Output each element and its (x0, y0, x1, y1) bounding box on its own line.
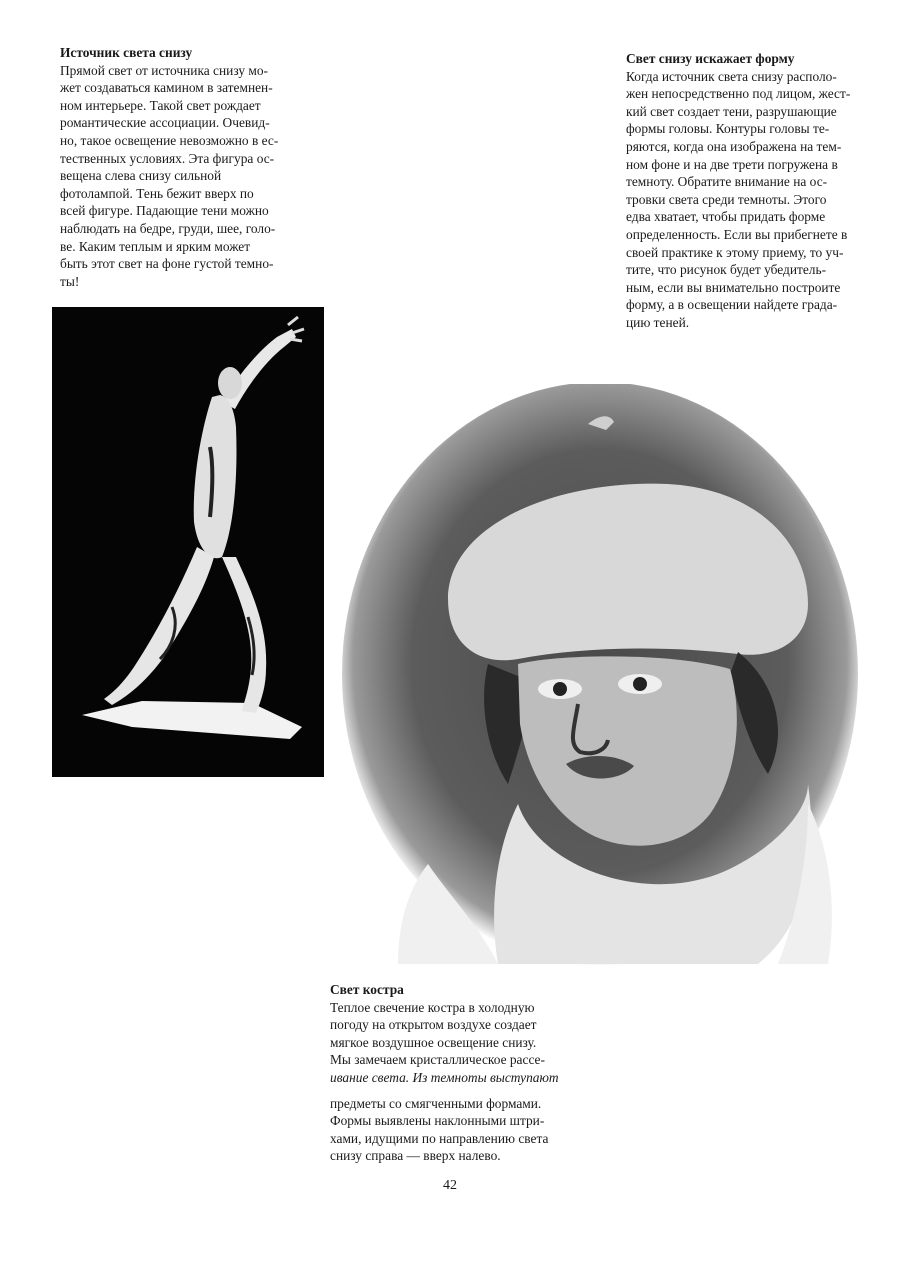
text-line: форму, а в освещении найдете града- (626, 297, 838, 313)
text-line: хами, идущими по направлению света (330, 1130, 549, 1146)
left-paragraph (60, 62, 320, 291)
text-line: темноту. Обратите внимание на ос- (626, 174, 828, 190)
right-heading: Свет снизу искажает форму (626, 51, 795, 66)
bottom-heading: Свет костра (330, 982, 404, 997)
text-line: быть этот свет на фоне густой темно- (60, 256, 274, 272)
text-line: тровки света среди темноты. Этого (626, 191, 827, 207)
page-number: 42 (443, 1178, 457, 1193)
figure-drawing (52, 307, 324, 777)
portrait-illustration (338, 384, 858, 974)
text-line: ты! (60, 273, 80, 289)
text-line: фотолампой. Тень бежит вверх по (60, 185, 254, 201)
text-line: едва хватает, чтобы придать форме (626, 209, 826, 225)
text-line: Теплое свечение костра в холодную (330, 999, 535, 1015)
text-line: снизу справа — вверх налево. (330, 1148, 501, 1164)
text-line: кий свет создает тени, разрушающие (626, 103, 837, 119)
portrait-drawing (338, 384, 858, 974)
text-line: Формы выявлены наклонными штри- (330, 1113, 545, 1129)
text-line: романтические ассоциации. Очевид- (60, 115, 270, 131)
text-line: ном фоне и на две трети погружена в (626, 156, 838, 172)
left-text-block (60, 44, 320, 290)
text-line: ивание света. Из темноты выступают (330, 1069, 559, 1085)
right-paragraph (626, 68, 886, 332)
text-line: ве. Каким теплым и ярким может (60, 238, 251, 254)
text-line: вещена слева снизу сильной (60, 168, 222, 184)
text-line: ном интерьере. Такой свет рождает (60, 97, 261, 113)
text-line: Прямой свет от источника снизу мо- (60, 62, 269, 78)
text-line: наблюдать на бедре, груди, шее, голо- (60, 220, 276, 236)
text-line: Когда источник света снизу располо- (626, 68, 837, 84)
bottom-text-block (330, 981, 610, 1165)
text-line: мягкое воздушное освещение снизу. (330, 1034, 537, 1050)
text-line: тите, что рисунок будет убедитель- (626, 262, 827, 278)
text-line: предметы со смягченными формами. (330, 1095, 542, 1111)
left-heading: Источник света снизу (60, 45, 193, 60)
text-line: тественных условиях. Эта фигура ос- (60, 150, 275, 166)
text-line: определенность. Если вы прибегнете в (626, 226, 848, 242)
text-line: формы головы. Контуры головы те- (626, 121, 830, 137)
text-line: жет создаваться камином в затемнен- (60, 80, 273, 96)
text-line: но, такое освещение невозможно в ес- (60, 132, 279, 148)
text-line: Мы замечаем кристаллическое рассе- (330, 1052, 545, 1068)
text-line: погоду на открытом воздухе создает (330, 1017, 537, 1033)
text-line: ным, если вы внимательно построите (626, 279, 841, 295)
text-line: всей фигуре. Падающие тени можно (60, 203, 269, 219)
text-line: жен непосредственно под лицом, жест- (626, 86, 851, 102)
bottom-paragraph (330, 999, 610, 1165)
right-text-block (626, 50, 886, 332)
figure-illustration (52, 307, 324, 777)
text-line: ряются, когда она изображена на тем- (626, 138, 842, 154)
text-line: своей практике к этому приему, то уч- (626, 244, 844, 260)
text-line: цию теней. (626, 314, 690, 330)
